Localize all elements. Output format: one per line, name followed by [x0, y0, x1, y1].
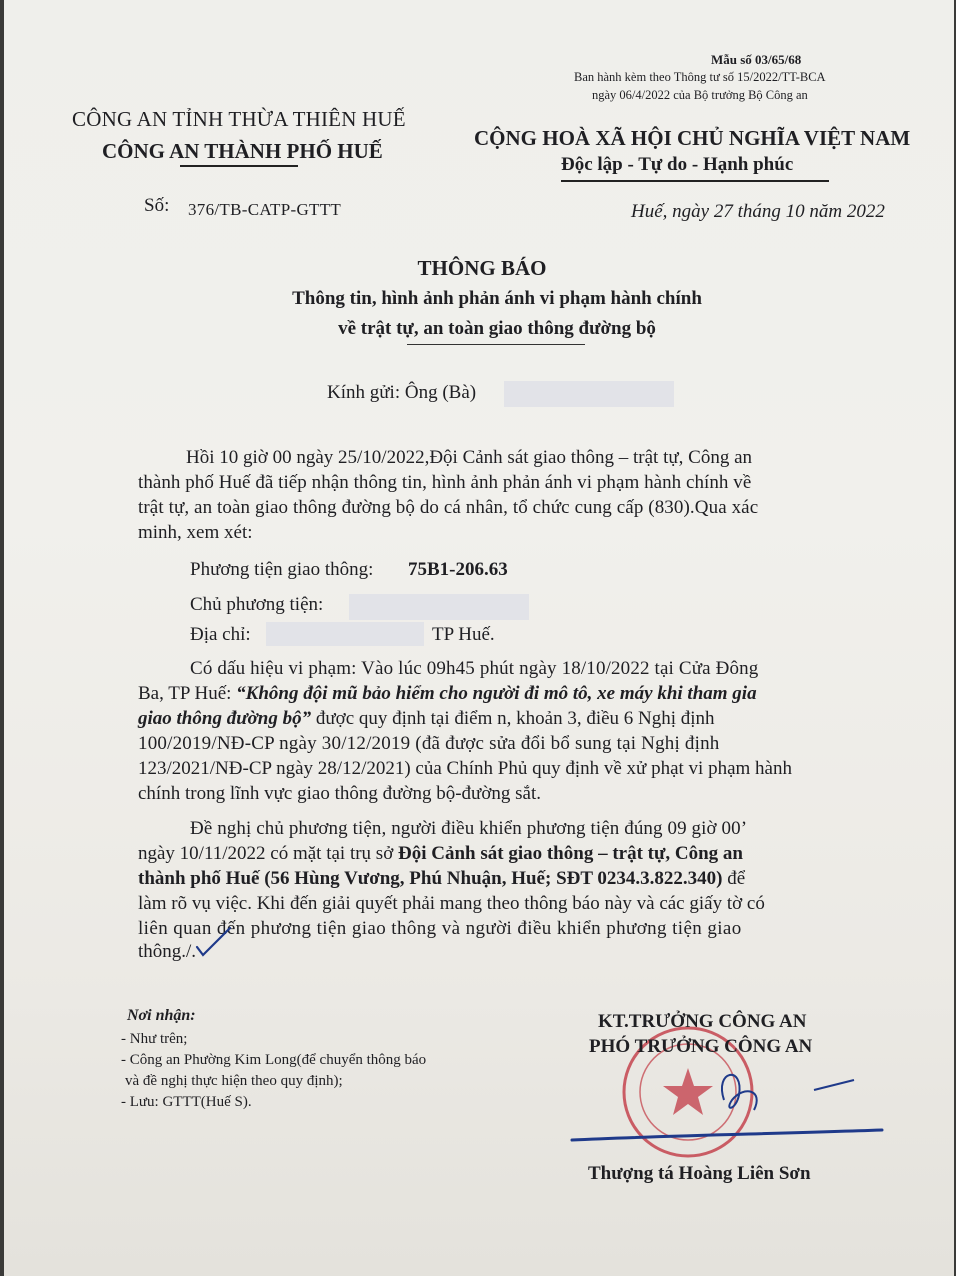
doc-title: THÔNG BÁO: [417, 256, 547, 280]
agency-name: CÔNG AN THÀNH PHỐ HUẾ: [102, 139, 383, 163]
redacted-name: [504, 381, 674, 407]
receiver-item: - Công an Phường Kim Long(để chuyển thông báo: [121, 1052, 427, 1068]
violation-quote: giao thông đường bộ”: [138, 708, 312, 729]
owner-label: Chủ phương tiện:: [190, 594, 324, 615]
agency-underline: [180, 165, 298, 167]
body-line: 123/2021/NĐ-CP ngày 28/12/2021) của Chính Phủ quy định về xử phạt vi phạm hành: [138, 758, 792, 779]
motto-underline: [561, 180, 829, 182]
doc-number-label: Số:: [144, 195, 170, 216]
form-note-1: Ban hành kèm theo Thông tư số 15/2022/TT-BCA: [574, 70, 826, 84]
request-date: ngày 10/11/2022 có mặt tại trụ sở: [138, 843, 394, 864]
body-line: trật tự, an toàn giao thông đường bộ do cá nhân, tổ chức cung cấp (830).Qua xác: [138, 497, 759, 518]
body-line: Có dấu hiệu vi phạm: Vào lúc 09h45 phút ngày 18/10/2022 tại Cửa Đông: [190, 658, 759, 679]
body-line: thành phố Huế đã tiếp nhận thông tin, hình ảnh phản ánh vi phạm hành chính về: [138, 472, 752, 493]
body-line: [138, 868, 745, 890]
address-city: TP Huế.: [432, 624, 495, 645]
request-suffix: để: [727, 868, 746, 889]
signature-title-2: PHÓ TRƯỞNG CÔNG AN: [589, 1036, 813, 1057]
request-office: Đội Cảnh sát giao thông – trật tự, Công an: [398, 843, 743, 864]
receiver-item: - Như trên;: [121, 1031, 188, 1047]
body-line: [138, 843, 743, 865]
receiver-item: - Lưu: GTTT(Huế S).: [121, 1094, 252, 1110]
agency-parent: CÔNG AN TỈNH THỪA THIÊN HUẾ: [72, 107, 406, 131]
signer-name: Thượng tá Hoàng Liên Sơn: [588, 1163, 811, 1184]
place-date: Huế, ngày 27 tháng 10 năm 2022: [631, 201, 885, 222]
doc-subtitle-1: Thông tin, hình ảnh phản ánh vi phạm hành chính: [292, 288, 702, 309]
body-line: chính trong lĩnh vực giao thông đường bộ-đường sắt.: [138, 783, 541, 804]
body-line: Đề nghị chủ phương tiện, người điều khiển phương tiện đúng 09 giờ 00’: [190, 818, 748, 839]
violation-legal-ref: được quy định tại điểm n, khoản 3, điều 6 Nghị định: [315, 708, 715, 729]
body-line: 100/2019/NĐ-CP ngày 30/12/2019 (đã được sửa đổi bổ sung tại Nghị định: [138, 733, 720, 754]
vehicle-plate: 75B1-206.63: [408, 559, 508, 580]
body-line: [138, 683, 757, 705]
body-line: làm rõ vụ việc. Khi đến giải quyết phải mang theo thông báo này và các giấy tờ có: [138, 893, 765, 914]
body-line: minh, xem xét:: [138, 522, 253, 543]
redacted-address: [266, 622, 424, 646]
receivers-title: Nơi nhận:: [127, 1007, 196, 1024]
body-line: [138, 708, 715, 730]
vehicle-label: Phương tiện giao thông:: [190, 559, 374, 580]
violation-quote: “Không đội mũ bảo hiểm cho người đi mô tô, xe máy khi tham gia: [236, 683, 757, 704]
redacted-owner: [349, 594, 529, 620]
nation-title: CỘNG HOÀ XÃ HỘI CHỦ NGHĨA VIỆT NAM: [474, 126, 911, 150]
body-line: liên quan đến phương tiện giao thông và người điều khiển phương tiện giao: [138, 918, 742, 939]
document-page: [4, 0, 954, 1276]
form-note-2: ngày 06/4/2022 của Bộ trưởng Bộ Công an: [592, 88, 808, 102]
subtitle-underline: [407, 344, 585, 345]
request-address: thành phố Huế (56 Hùng Vương, Phú Nhuận, Huế; SĐT 0234.3.822.340): [138, 868, 723, 889]
address-label: Địa chỉ:: [190, 624, 251, 645]
doc-subtitle-2: về trật tự, an toàn giao thông đường bộ: [338, 318, 656, 339]
ink-check-mark-icon: [194, 925, 234, 959]
handwritten-signature-icon: [564, 1050, 894, 1160]
receiver-item: và đề nghị thực hiện theo quy định);: [125, 1073, 343, 1089]
violation-location: Ba, TP Huế:: [138, 683, 232, 704]
recipient-label: Kính gửi: Ông (Bà): [327, 382, 477, 403]
signature-title-1: KT.TRƯỞNG CÔNG AN: [598, 1011, 807, 1032]
motto: Độc lập - Tự do - Hạnh phúc: [561, 154, 794, 175]
form-code: Mẫu số 03/65/68: [711, 52, 802, 67]
body-line: thông./.: [138, 941, 197, 962]
body-line: Hồi 10 giờ 00 ngày 25/10/2022,Đội Cảnh sát giao thông – trật tự, Công an: [186, 447, 753, 468]
doc-number: 376/TB-CATP-GTTT: [188, 200, 342, 219]
